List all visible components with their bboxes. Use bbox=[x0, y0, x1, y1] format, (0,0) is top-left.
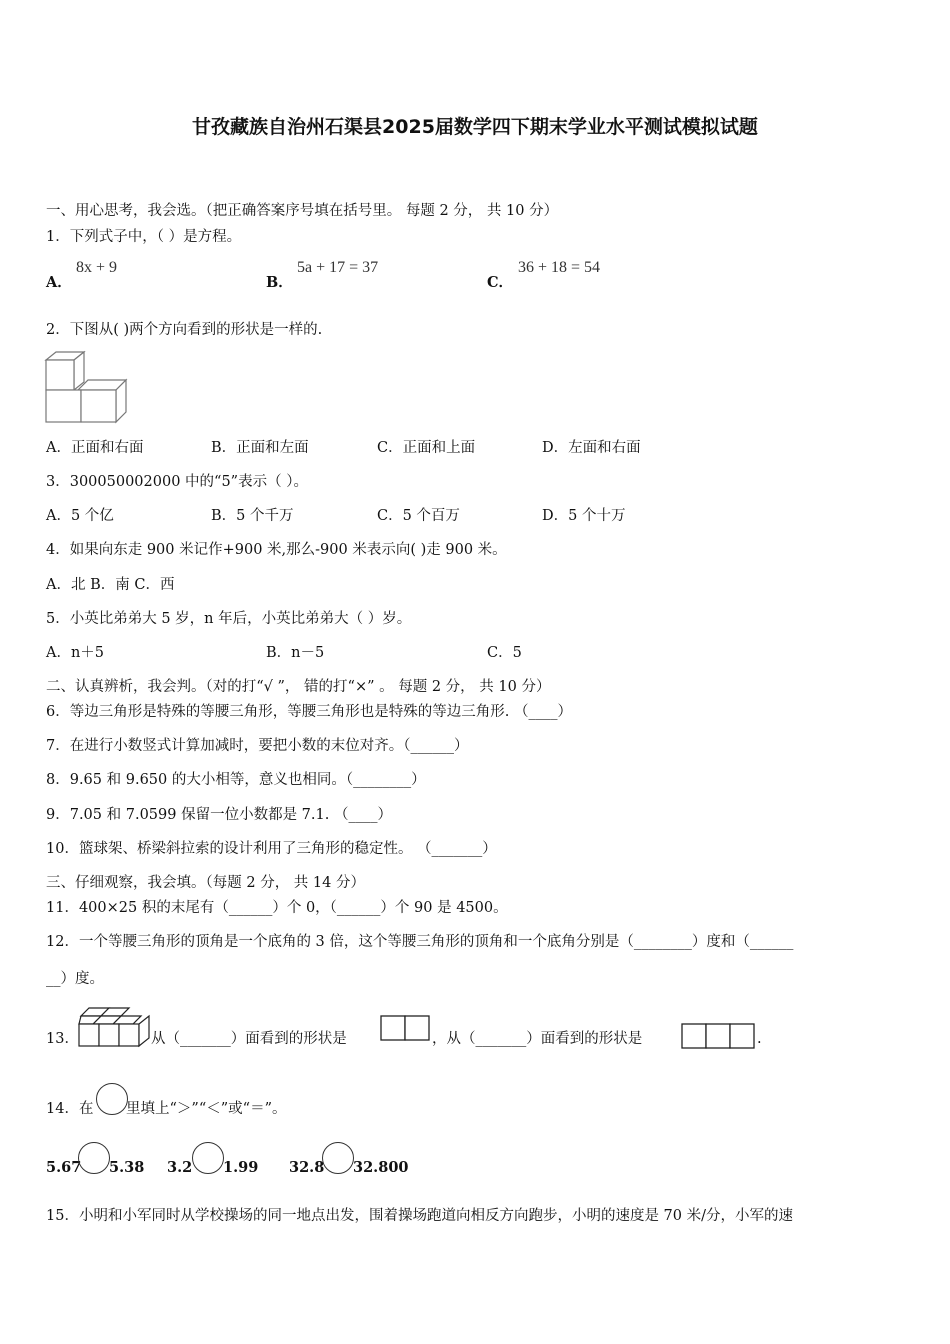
q13-three-square-view bbox=[681, 1022, 757, 1050]
q1-option-a-label: A． bbox=[46, 274, 72, 291]
q12-line1: 12．一个等腰三角形的顶角是一个底角的 3 倍，这个等腰三角形的顶角和一个底角分别是（________）度和（______ bbox=[46, 934, 794, 950]
q4-options: A．北 B．南 C．西 bbox=[46, 577, 175, 593]
q14-pair2-left: 3.2 bbox=[167, 1159, 193, 1176]
cube-figure bbox=[44, 350, 130, 426]
q1-option-a-expr: 8x + 9 bbox=[76, 259, 118, 276]
q13-part2: ，从（_______）面看到的形状是 bbox=[432, 1031, 643, 1047]
q3-option-c: C．5 个百万 bbox=[377, 508, 460, 524]
q14-pair2-right: 1.99 bbox=[223, 1159, 259, 1176]
q5-option-c: C．5 bbox=[487, 645, 522, 661]
q11: 11．400×25 积的末尾有（______）个 0，（______）个 90 是 4500。 bbox=[46, 900, 508, 916]
q5-stem: 5．小英比弟弟大 5 岁，n 年后，小英比弟弟大（ ）岁。 bbox=[46, 611, 412, 627]
page-title: 甘孜藏族自治州石渠县2025届数学四下期末学业水平测试模拟试题 bbox=[192, 116, 758, 138]
q5-option-b: B．n－5 bbox=[266, 645, 325, 661]
q3-option-b: B．5 个千万 bbox=[211, 508, 294, 524]
q14-answer-circle-icon bbox=[96, 1083, 128, 1115]
q1-option-b-expr: 5a + 17 = 37 bbox=[297, 259, 379, 276]
q8: 8．9.65 和 9.650 的大小相等，意义也相同。（________） bbox=[46, 772, 426, 788]
q14-pair3-circle[interactable] bbox=[322, 1142, 354, 1174]
q14-pair3-right: 32.800 bbox=[353, 1159, 409, 1176]
q15: 15．小明和小军同时从学校操场的同一地点出发，围着操场跑道向相反方向跑步，小明的速度是 70 米/分，小军的速 bbox=[46, 1208, 794, 1224]
q14-stem-post: 里填上“＞”“＜”或“＝”。 bbox=[126, 1101, 287, 1117]
q14-pair1-left: 5.67 bbox=[46, 1159, 82, 1176]
q13-two-square-view bbox=[380, 1014, 432, 1042]
q2-stem: 2．下图从( )两个方向看到的形状是一样的. bbox=[46, 322, 323, 338]
section1-heading: 一、用心思考，我会选。（把正确答案序号填在括号里。 每题 2 分， 共 10 分） bbox=[46, 203, 559, 219]
q9: 9．7.05 和 7.0599 保留一位小数都是 7.1. （____） bbox=[46, 807, 392, 823]
q6: 6．等边三角形是特殊的等腰三角形，等腰三角形也是特殊的等边三角形. （____） bbox=[46, 704, 572, 720]
q4-stem: 4．如果向东走 900 米记作+900 米,那么-900 米表示向( )走 900 米。 bbox=[46, 542, 507, 558]
q10: 10．篮球架、桥梁斜拉索的设计利用了三角形的稳定性。 （_______） bbox=[46, 841, 497, 857]
q1-stem: 1．下列式子中，（ ）是方程。 bbox=[46, 229, 242, 245]
q14-pair1-right: 5.38 bbox=[109, 1159, 145, 1176]
q3-option-d: D．5 个十万 bbox=[542, 508, 626, 524]
section2-heading: 二、认真辨析，我会判。（对的打“√ ”， 错的打“×” 。 每题 2 分， 共 10 分） bbox=[46, 679, 551, 695]
q13-end: . bbox=[757, 1031, 762, 1047]
q13-cube-figure bbox=[77, 1004, 151, 1048]
q7: 7．在进行小数竖式计算加减时，要把小数的末位对齐。（______） bbox=[46, 738, 469, 754]
q14-pair1-circle[interactable] bbox=[78, 1142, 110, 1174]
q13-number: 13． bbox=[46, 1031, 79, 1047]
q3-option-a: A．5 个亿 bbox=[46, 508, 114, 524]
q2-option-b: B．正面和左面 bbox=[211, 440, 309, 456]
q1-option-c-label: C． bbox=[487, 274, 514, 291]
q1-option-c-expr: 36 + 18 = 54 bbox=[518, 259, 601, 276]
q14-pair2-circle[interactable] bbox=[192, 1142, 224, 1174]
q5-option-a: A．n＋5 bbox=[46, 645, 105, 661]
q2-option-a: A．正面和右面 bbox=[46, 440, 144, 456]
q12-line2: __）度。 bbox=[46, 971, 104, 987]
q14-stem-pre: 14．在 bbox=[46, 1101, 94, 1117]
q14-pair3-left: 32.8 bbox=[289, 1159, 325, 1176]
q1-option-b-label: B． bbox=[266, 274, 293, 291]
q2-option-c: C．正面和上面 bbox=[377, 440, 476, 456]
section3-heading: 三、仔细观察，我会填。（每题 2 分， 共 14 分） bbox=[46, 875, 365, 891]
q2-option-d: D．左面和右面 bbox=[542, 440, 641, 456]
q13-part1: 从（_______）面看到的形状是 bbox=[151, 1031, 347, 1047]
q3-stem: 3．300050002000 中的“5”表示（ ）。 bbox=[46, 474, 308, 490]
